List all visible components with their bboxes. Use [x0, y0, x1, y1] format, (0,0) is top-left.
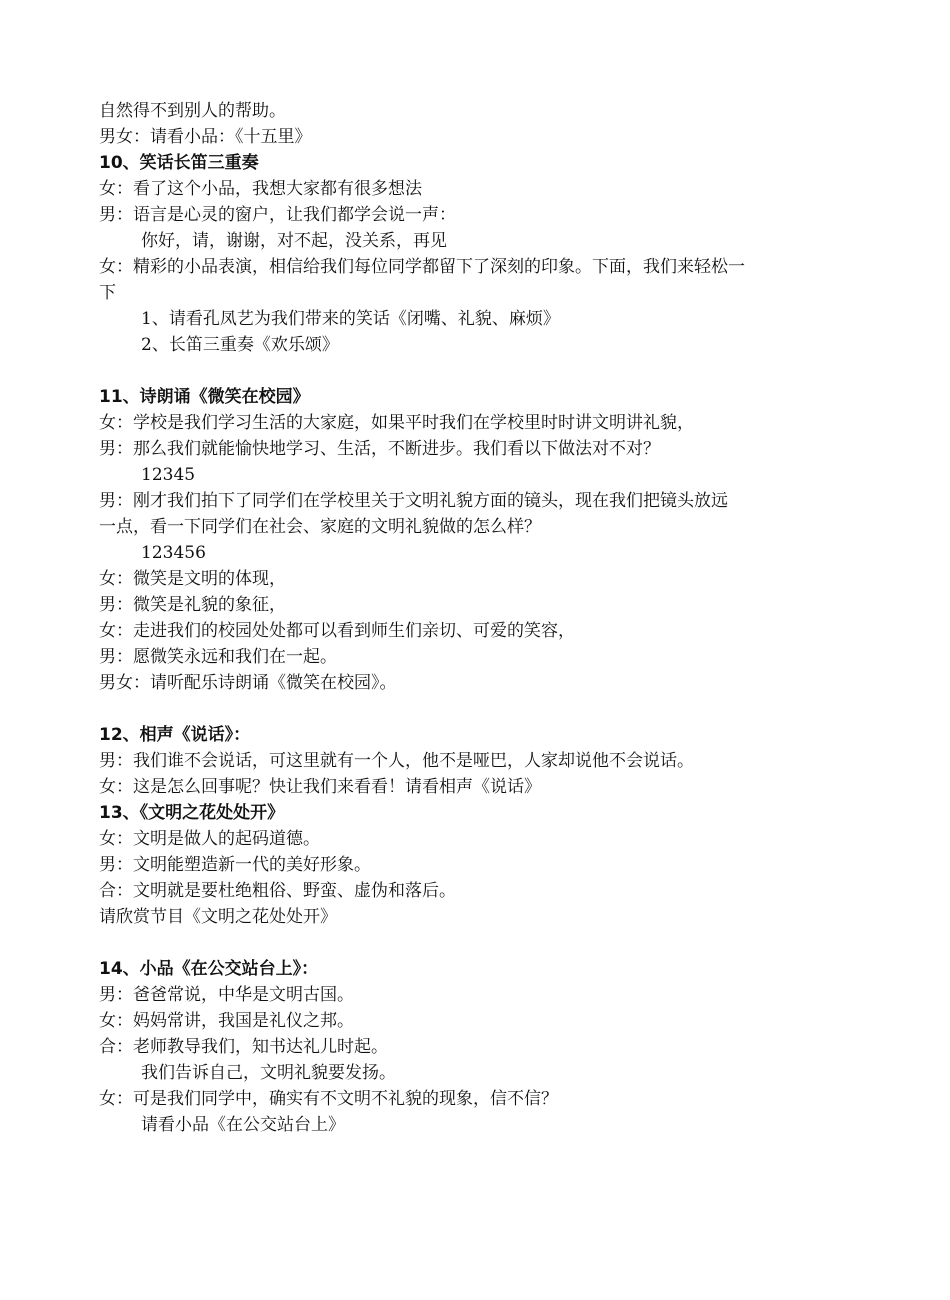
text-line: 自然得不到别人的帮助。	[99, 101, 286, 121]
indented-line: 你好，请，谢谢，对不起，没关系，再见	[141, 231, 447, 251]
indented-line: 请看小品《在公交站台上》	[141, 1115, 345, 1135]
text-line: 女：可是我们同学中，确实有不文明不礼貌的现象，信不信？	[99, 1089, 558, 1109]
text-line: 合：老师教导我们，知书达礼儿时起。	[99, 1037, 388, 1057]
indented-line: 123456	[141, 543, 206, 563]
text-line: 男：文明能塑造新一代的美好形象。	[99, 855, 371, 875]
text-line: 女：精彩的小品表演，相信给我们每位同学都留下了深刻的印象。下面，我们来轻松一	[99, 257, 745, 277]
indented-line: 我们告诉自己，文明礼貌要发扬。	[141, 1063, 396, 1083]
text-line: 女：学校是我们学习生活的大家庭，如果平时我们在学校里时时讲文明讲礼貌，	[99, 413, 694, 433]
text-line: 男：微笑是礼貌的象征，	[99, 595, 286, 615]
text-line: 下	[99, 283, 116, 303]
text-line: 男女：请看小品：《十五里》	[99, 127, 312, 147]
section-heading: 14、小品《在公交站台上》：	[99, 959, 319, 979]
document-page	[99, 98, 859, 1138]
indented-line: 2、长笛三重奏《欢乐颂》	[141, 335, 339, 355]
blank-line	[99, 358, 859, 384]
text-line: 男：那么我们就能愉快地学习、生活，不断进步。我们看以下做法对不对？	[99, 439, 660, 459]
text-line: 女：文明是做人的起码道德。	[99, 829, 320, 849]
text-line: 女：看了这个小品，我想大家都有很多想法	[99, 179, 422, 199]
text-line: 请欣赏节目《文明之花处处开》	[99, 907, 337, 927]
text-line: 合：文明就是要杜绝粗俗、野蛮、虚伪和落后。	[99, 881, 456, 901]
text-line: 女：妈妈常讲，我国是礼仪之邦。	[99, 1011, 354, 1031]
indented-line: 12345	[141, 465, 196, 485]
blank-line	[99, 696, 859, 722]
text-line: 男：我们谁不会说话，可这里就有一个人，他不是哑巴，人家却说他不会说话。	[99, 751, 694, 771]
text-line: 一点，看一下同学们在社会、家庭的文明礼貌做的怎么样？	[99, 517, 541, 537]
indented-line: 1、请看孔凤艺为我们带来的笑话《闭嘴、礼貌、麻烦》	[141, 309, 560, 329]
text-line: 女：走进我们的校园处处都可以看到师生们亲切、可爱的笑容，	[99, 621, 575, 641]
section-heading: 12、相声《说话》：	[99, 725, 251, 745]
text-line: 男：刚才我们拍下了同学们在学校里关于文明礼貌方面的镜头，现在我们把镜头放远	[99, 491, 728, 511]
blank-line	[99, 930, 859, 956]
section-heading: 11、诗朗诵《微笑在校园》	[99, 387, 310, 407]
text-line: 男女：请听配乐诗朗诵《微笑在校园》。	[99, 673, 397, 693]
text-line: 男：愿微笑永远和我们在一起。	[99, 647, 337, 667]
text-line: 男：爸爸常说，中华是文明古国。	[99, 985, 354, 1005]
text-line: 女：微笑是文明的体现，	[99, 569, 286, 589]
text-line: 女：这是怎么回事呢？快让我们来看看！请看相声《说话》	[99, 777, 541, 797]
section-heading: 10、笑话长笛三重奏	[99, 153, 259, 173]
section-heading: 13、《文明之花处处开》	[99, 803, 285, 823]
text-line: 男：语言是心灵的窗户，让我们都学会说一声：	[99, 205, 456, 225]
